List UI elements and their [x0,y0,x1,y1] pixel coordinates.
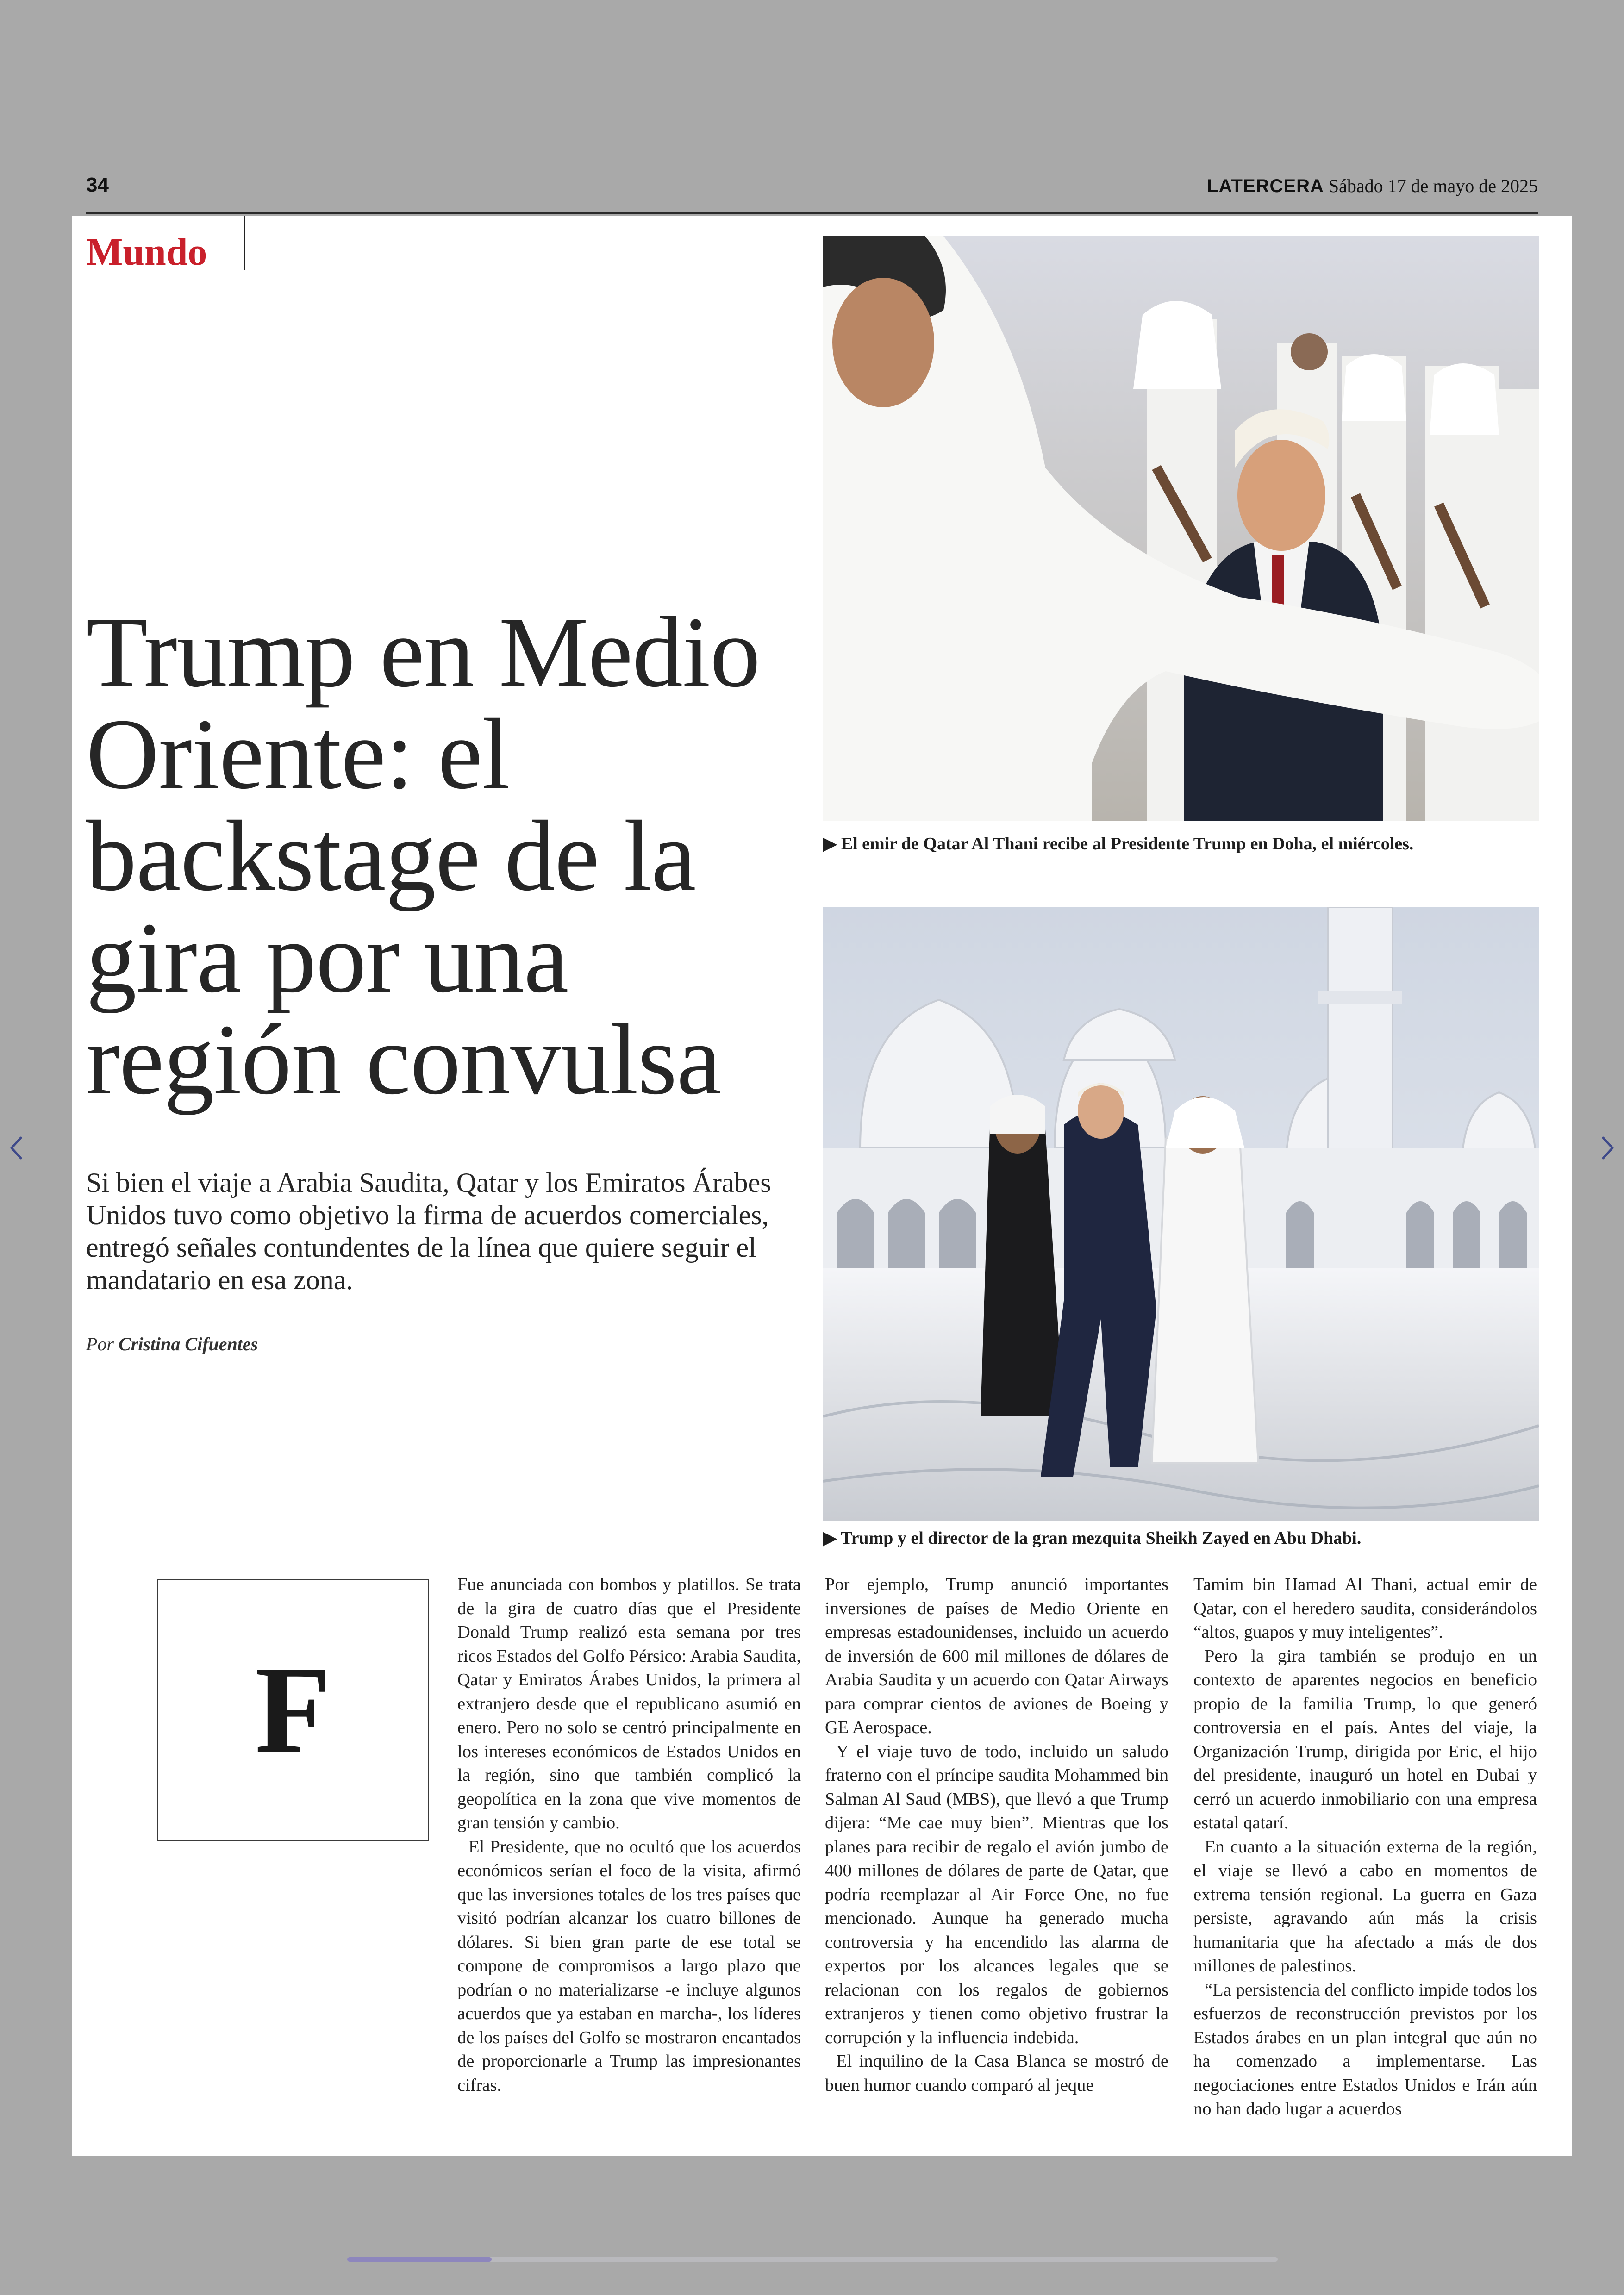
paragraph: Por ejemplo, Trump anunció importantes inversiones de países de Medio Oriente en empresas estadounidenses, incluido un acuerdo de inversión de 600 mil millones de dólares de Arabia Saudita y un acuerdo con Qatar Airways para comprar cientos de aviones de Boeing y GE Aerospace. [825,1575,1168,1737]
page-number: 34 [86,174,109,196]
masthead [1207,175,1538,197]
photo-mosque-visit [823,907,1539,1521]
byline-prefix: Por [86,1334,114,1354]
photo-caption: ▶ El emir de Qatar Al Thani recibe al Presidente Trump en Doha, el miércoles. [823,834,1414,854]
next-page-button[interactable] [1592,1132,1624,1164]
previous-page-button[interactable] [0,1132,32,1164]
page-progress-bar[interactable] [347,2257,1278,2262]
article-column-1 [457,1573,801,2128]
paragraph: Pero la gira también se produjo en un contexto de aparentes negocios en beneficio propio de la familia Trump, lo que generó controversia en el país. Antes del viaje, la Organización Trump, dirigida por Eric, el hijo del presidente, inauguró un hotel en Dubai y cerró un acuerdo inmobiliario con una empresa estatal qatarí. [1193,1646,1537,1833]
paragraph: Tamim bin Hamad Al Thani, actual emir de Qatar, con el heredero saudita, considerándolos “altos, guapos y muy inteligentes”. [1193,1575,1537,1642]
byline [86,1333,258,1355]
article-headline: Trump en Medio Oriente: el backstage de la gira por una región convulsa [86,597,760,1116]
article-column-2 [825,1573,1168,2128]
paragraph: El inquilino de la Casa Blanca se mostró de buen humor cuando comparó al jeque [825,2052,1168,2095]
paragraph: “La persistencia del conflicto impide todos los esfuerzos de reconstrucción previstos por los Estados árabes en un plan integral que aún no ha comenzado a implementarse. Las negociaciones entre Estados Unidos e Irán aún no han dado lugar a acuerdos [1193,1980,1537,2119]
photo-emir-reception [823,236,1539,821]
issue-date: Sábado 17 de mayo de 2025 [1328,175,1538,196]
photo-caption: ▶ Trump y el director de la gran mezquita Sheikh Zayed en Abu Dhabi. [823,1528,1362,1548]
paragraph: El Presidente, que no ocultó que los acuerdos económicos serían el foco de la visita, afirmó que las inversiones totales de los tres países que visitó podrían alcanzar los cuatro billones de dólares. Si bien gran parte de ese total se compone de compromisos a largo plazo que podrían o no materializarse -e incluye algunos acuerdos que ya estaban en marcha-, los líderes de los países del Golfo se mostraron encantados de proporcionarle a Trump las impresionantes cifras. [457,1837,801,2095]
drop-cap: F [255,1640,331,1779]
byline-author: Cristina Cifuentes [119,1334,258,1354]
paragraph: En cuanto a la situación externa de la región, el viaje se llevó a cabo en momentos de extrema tensión regional. La guerra en Gaza persiste, agravando aún más la crisis humanitaria que ha afectado a más de dos millones de palestinos. [1193,1837,1537,1976]
paragraph: Fue anunciada con bombos y platillos. Se trata de la gira de cuatro días que el Presidente Donald Trump realizó esta semana por tres ricos Estados del Golfo Pérsico: Arabia Saudita, Qatar y Emiratos Árabes Unidos, la primera al extranjero desde que el republicano asumió en enero. Pero no solo se centró principalmente en los intereses económicos de Estados Unidos en la región, sino que también complicó la geopolítica en la zona que vive momentos de gran tensión y cambio. [457,1575,801,1833]
brand-name: LATERCERA [1207,176,1324,196]
chevron-left-icon [7,1134,25,1162]
article-column-3 [1193,1573,1537,2128]
paragraph: Y el viaje tuvo de todo, incluido un saludo fraterno con el príncipe saudita Mohammed bin Salman Al Saud (MBS), que llevó a que Trump dijera: “Me cae muy bien”. Mientras que los planes para recibir de regalo el avión jumbo de 400 millones de dólares de parte de Qatar, que podría reemplazar al Air Force One, no fue mencionado. Aunque ha generado mucha controversia y ha encendido las alarma de expertos por los alcances legales que se relacionan con los regalos de gobiernos extranjeros y tienen como objetivo frustrar la corrupción y la influencia indebida. [825,1741,1168,2047]
page-progress-fill [347,2257,492,2262]
chevron-right-icon [1599,1134,1617,1162]
article-dek: Si bien el viaje a Arabia Saudita, Qatar y los Emiratos Árabes Unidos tuvo como objetivo la firma de acuerdos comerciales, entregó señales contundentes de la línea que quiere seguir el mandatario en esa zona. [86,1167,771,1295]
section-divider [244,216,245,270]
header-rule [86,212,1538,214]
drop-cap-box [157,1579,429,1841]
section-label: Mundo [86,231,207,274]
